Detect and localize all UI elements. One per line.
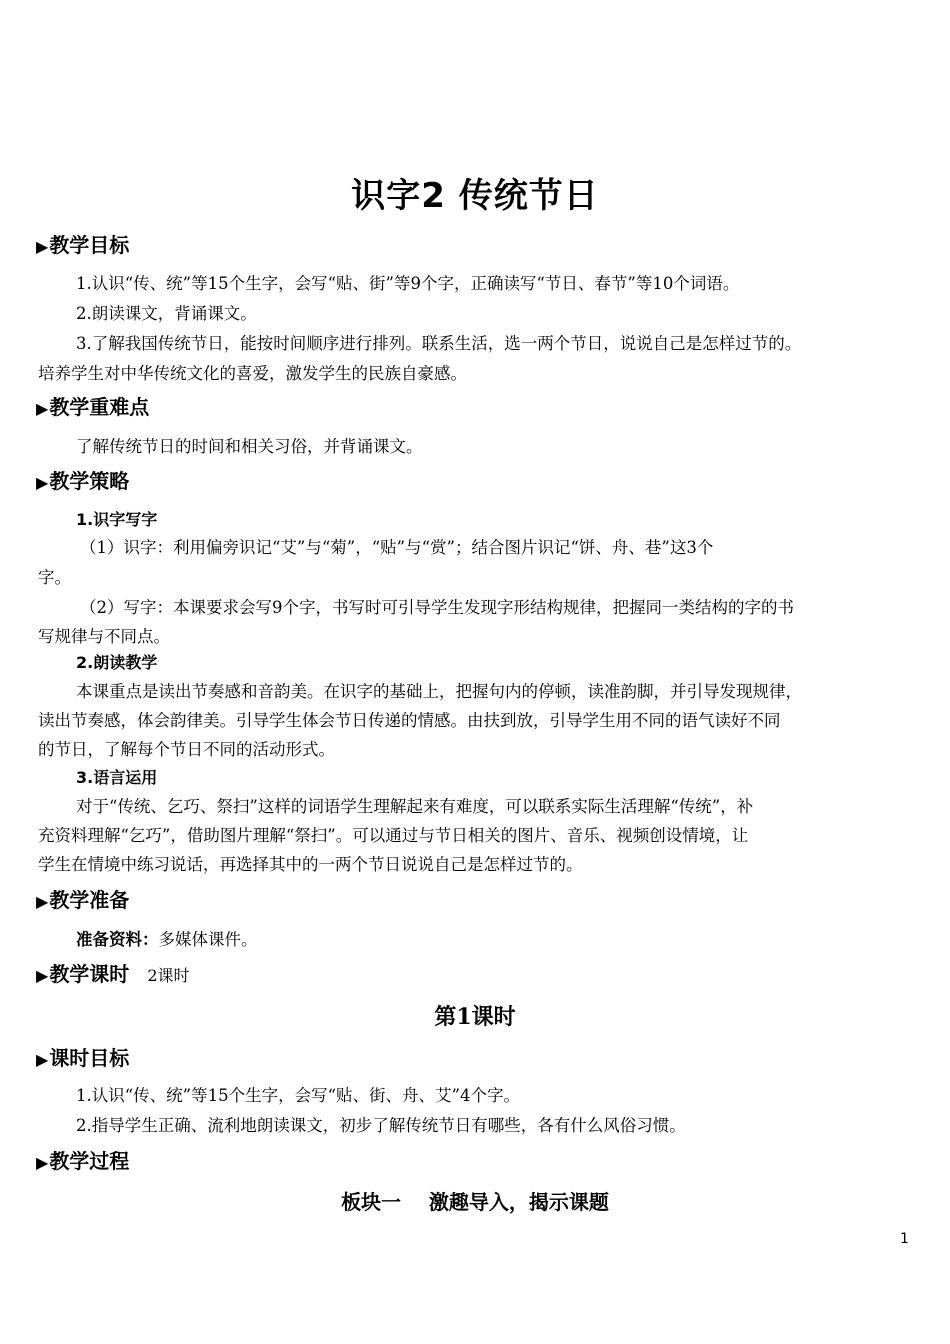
- goal-item-3-cont: 培养学生对中华传统文化的喜爱，激发学生的民族自豪感。: [38, 364, 467, 383]
- heading-text: 教学准备: [49, 888, 130, 912]
- triangle-marker-icon: ▶: [36, 966, 49, 985]
- section-heading-goals: [36, 231, 129, 261]
- strategy-sub3-line: 充资料理解“乞巧”，借助图片理解“祭扫”。可以通过与节日相关的图片、音乐、视频创设情境，让: [38, 826, 749, 845]
- hours-value: 2课时: [147, 966, 190, 985]
- triangle-marker-icon: ▶: [36, 237, 49, 256]
- preparation-label: 准备资料：: [76, 930, 159, 949]
- lesson-goal-item-1: 1.认识“传、统”等15个生字，会写“贴、街、舟、艾”4个字。: [76, 1086, 520, 1105]
- triangle-marker-icon: ▶: [36, 1153, 49, 1172]
- lesson-goal-item-2: 2.指导学生正确、流利地朗读课文，初步了解传统节日有哪些，各有什么风俗习惯。: [76, 1116, 686, 1135]
- page-number: 1: [900, 1231, 909, 1247]
- strategy-sub2-line: 的节日，了解每个节日不同的活动形式。: [38, 740, 335, 759]
- strategy-sub1-line: （2）写字：本课要求会写9个字，书写时可引导学生发现字形结构规律，把握同一类结构的字的书: [80, 598, 794, 617]
- strategy-sub-title-1: 1.识字写字: [76, 510, 158, 529]
- strategy-sub2-line: 读出节奏感，体会韵律美。引导学生体会节日传递的情感。由扶到放，引导学生用不同的语气读好不同: [38, 711, 781, 730]
- section-heading-preparation: [36, 886, 129, 916]
- heading-text: 教学重难点: [49, 395, 150, 419]
- heading-text: 教学课时: [49, 962, 130, 986]
- heading-text: 课时目标: [49, 1046, 130, 1070]
- lesson-title: 第1课时: [434, 1004, 516, 1030]
- preparation-line: [76, 927, 258, 953]
- goal-item-3: 3.了解我国传统节日，能按时间顺序进行排列。联系生活，选一两个节日，说说自己是怎样过节的。: [76, 334, 802, 353]
- strategy-sub-title-2: 2.朗读教学: [76, 653, 158, 672]
- triangle-marker-icon: ▶: [36, 892, 49, 911]
- strategy-sub-title-3: 3.语言运用: [76, 768, 158, 787]
- strategy-sub3-line: 学生在情境中练习说话，再选择其中的一两个节日说说自己是怎样过节的。: [38, 855, 583, 874]
- heading-text: 教学策略: [49, 469, 130, 493]
- heading-text: 教学过程: [49, 1149, 130, 1173]
- strategy-sub3-line: 对于“传统、乞巧、祭扫”这样的词语学生理解起来有难度，可以联系实际生活理解“传统”，补: [76, 797, 754, 816]
- section-heading-hours: [36, 960, 190, 990]
- goal-item-2: 2.朗读课文，背诵课文。: [76, 304, 257, 323]
- section-heading-lesson-goals: [36, 1044, 129, 1074]
- block-title: 板块一 激趣导入，揭示课题: [341, 1190, 609, 1214]
- strategy-sub1-line: （1）识字：利用偏旁识记“艾”与“菊”，“贴”与“赏”；结合图片识记“饼、舟、巷”这3个: [80, 538, 714, 557]
- heading-text: 教学目标: [49, 233, 130, 257]
- strategy-sub1-line: 字。: [38, 568, 71, 587]
- section-heading-strategy: [36, 467, 129, 497]
- section-heading-key-points: [36, 393, 149, 423]
- triangle-marker-icon: ▶: [36, 399, 49, 418]
- triangle-marker-icon: ▶: [36, 473, 49, 492]
- page-title: 识字2 传统节日: [351, 176, 599, 216]
- strategy-sub1-line: 写规律与不同点。: [38, 627, 170, 646]
- section-heading-process: [36, 1147, 129, 1177]
- goal-item-1: 1.认识“传、统”等15个生字，会写“贴、街”等9个字，正确读写“节日、春节”等10个词语。: [76, 274, 740, 293]
- strategy-sub2-line: 本课重点是读出节奏感和音韵美。在识字的基础上，把握句内的停顿，读准韵脚，并引导发现规律，: [76, 682, 802, 701]
- triangle-marker-icon: ▶: [36, 1050, 49, 1069]
- preparation-text: 多媒体课件。: [158, 930, 258, 949]
- key-points-text: 了解传统节日的时间和相关习俗，并背诵课文。: [76, 437, 423, 456]
